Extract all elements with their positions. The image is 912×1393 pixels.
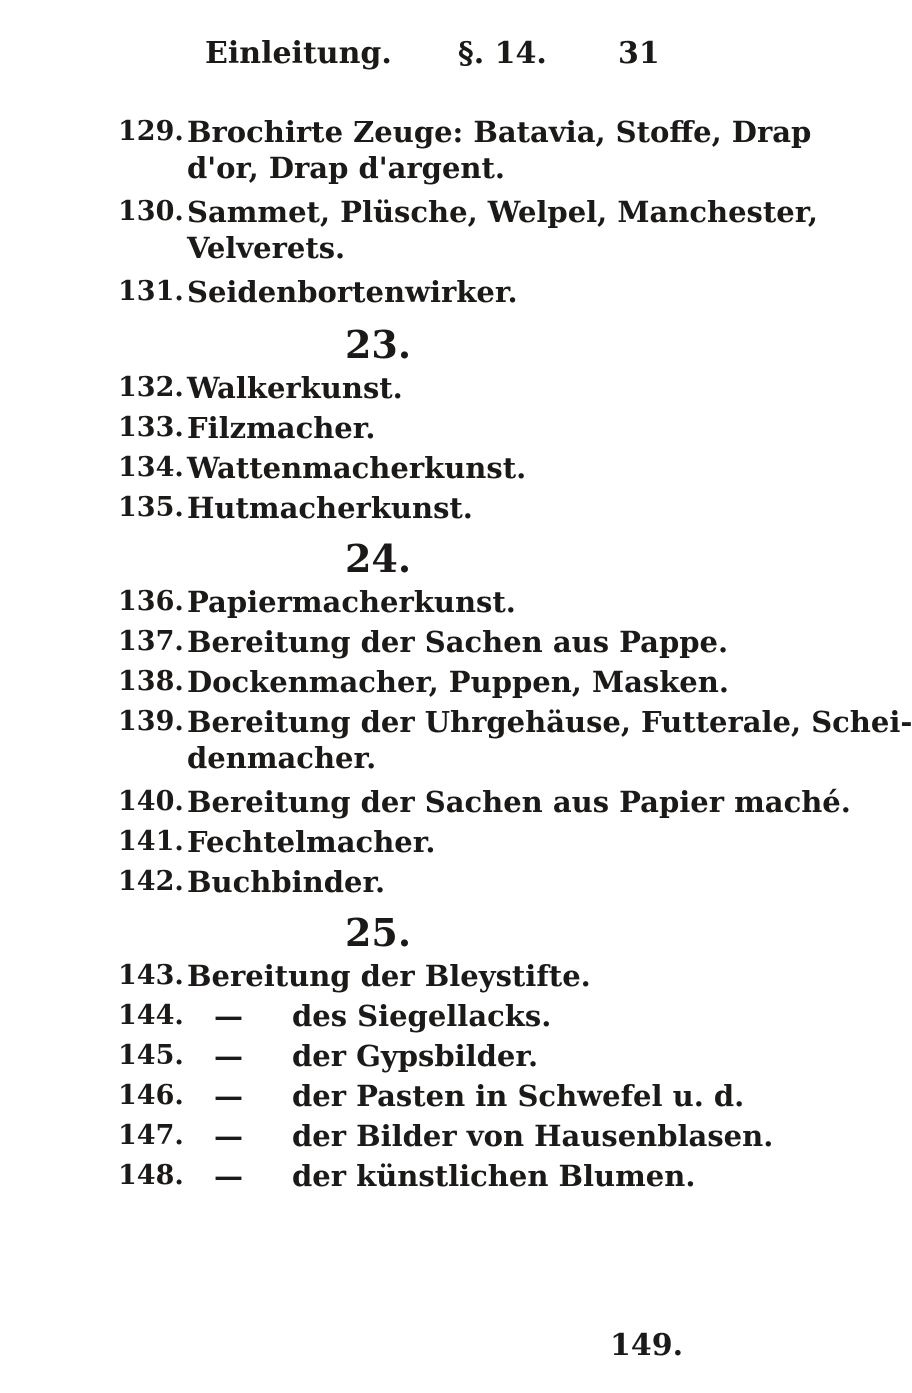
entry-number: 142. bbox=[118, 866, 184, 897]
entry-number: 145. bbox=[118, 1040, 184, 1071]
entry-number: 134. bbox=[118, 452, 184, 483]
catchword: 149. bbox=[610, 1328, 684, 1363]
header-section: §. 14. bbox=[458, 36, 547, 71]
entry-text-continued: denmacher. bbox=[187, 741, 377, 775]
entry-number: 129. bbox=[118, 116, 184, 147]
entry-number: 140. bbox=[118, 786, 184, 817]
running-header bbox=[0, 36, 800, 76]
entry-number: 132. bbox=[118, 372, 184, 403]
ditto-dash: — bbox=[214, 1119, 243, 1153]
entry-text: Dockenmacher, Puppen, Masken. bbox=[187, 665, 729, 699]
entry-number: 137. bbox=[118, 626, 184, 657]
entry-text: Fechtelmacher. bbox=[187, 825, 436, 859]
section-heading-25: 25. bbox=[344, 910, 412, 955]
entry-number: 143. bbox=[118, 960, 184, 991]
section-heading-23: 23. bbox=[344, 322, 412, 367]
entry-text: Bereitung der Sachen aus Pappe. bbox=[187, 625, 729, 659]
header-title: Einleitung. bbox=[205, 36, 392, 71]
entry-text: Bereitung der Bleystifte. bbox=[187, 959, 591, 993]
entry-text: Hutmacherkunst. bbox=[187, 491, 473, 525]
ditto-dash: — bbox=[214, 1159, 243, 1193]
entry-number: 131. bbox=[118, 276, 184, 307]
section-heading-24: 24. bbox=[344, 536, 412, 581]
ditto-dash: — bbox=[214, 1079, 243, 1113]
entry-number: 144. bbox=[118, 1000, 184, 1031]
entry-number: 141. bbox=[118, 826, 184, 857]
entry-text: Filzmacher. bbox=[187, 411, 376, 445]
entry-text: Seidenbortenwirker. bbox=[187, 275, 518, 309]
page-number: 31 bbox=[618, 36, 660, 71]
entry-text: Buchbinder. bbox=[187, 865, 386, 899]
entry-text: der künstlichen Blumen. bbox=[292, 1159, 696, 1193]
entry-text: der Gypsbilder. bbox=[292, 1039, 539, 1073]
entry-text: Walkerkunst. bbox=[187, 371, 403, 405]
entry-text: Bereitung der Uhrgehäuse, Futterale, Schei- bbox=[187, 705, 912, 739]
entry-text-continued: d'or, Drap d'argent. bbox=[187, 151, 505, 185]
entry-text: der Bilder von Hausenblasen. bbox=[292, 1119, 774, 1153]
entry-number: 146. bbox=[118, 1080, 184, 1111]
entry-text-continued: Velverets. bbox=[187, 231, 346, 265]
ditto-dash: — bbox=[214, 1039, 243, 1073]
entry-text: Brochirte Zeuge: Batavia, Stoffe, Drap bbox=[187, 115, 812, 149]
entry-number: 136. bbox=[118, 586, 184, 617]
entry-text: Sammet, Plüsche, Welpel, Manchester, bbox=[187, 195, 818, 229]
entry-number: 138. bbox=[118, 666, 184, 697]
entry-number: 130. bbox=[118, 196, 184, 227]
entry-number: 133. bbox=[118, 412, 184, 443]
entry-number: 139. bbox=[118, 706, 184, 737]
entry-text: des Siegellacks. bbox=[292, 999, 552, 1033]
entry-text: Wattenmacherkunst. bbox=[187, 451, 527, 485]
ditto-dash: — bbox=[214, 999, 243, 1033]
entry-text: der Pasten in Schwefel u. d. bbox=[292, 1079, 745, 1113]
entry-text: Papiermacherkunst. bbox=[187, 585, 516, 619]
entry-number: 135. bbox=[118, 492, 184, 523]
entry-number: 147. bbox=[118, 1120, 184, 1151]
entry-text: Bereitung der Sachen aus Papier maché. bbox=[187, 785, 851, 819]
entry-number: 148. bbox=[118, 1160, 184, 1191]
